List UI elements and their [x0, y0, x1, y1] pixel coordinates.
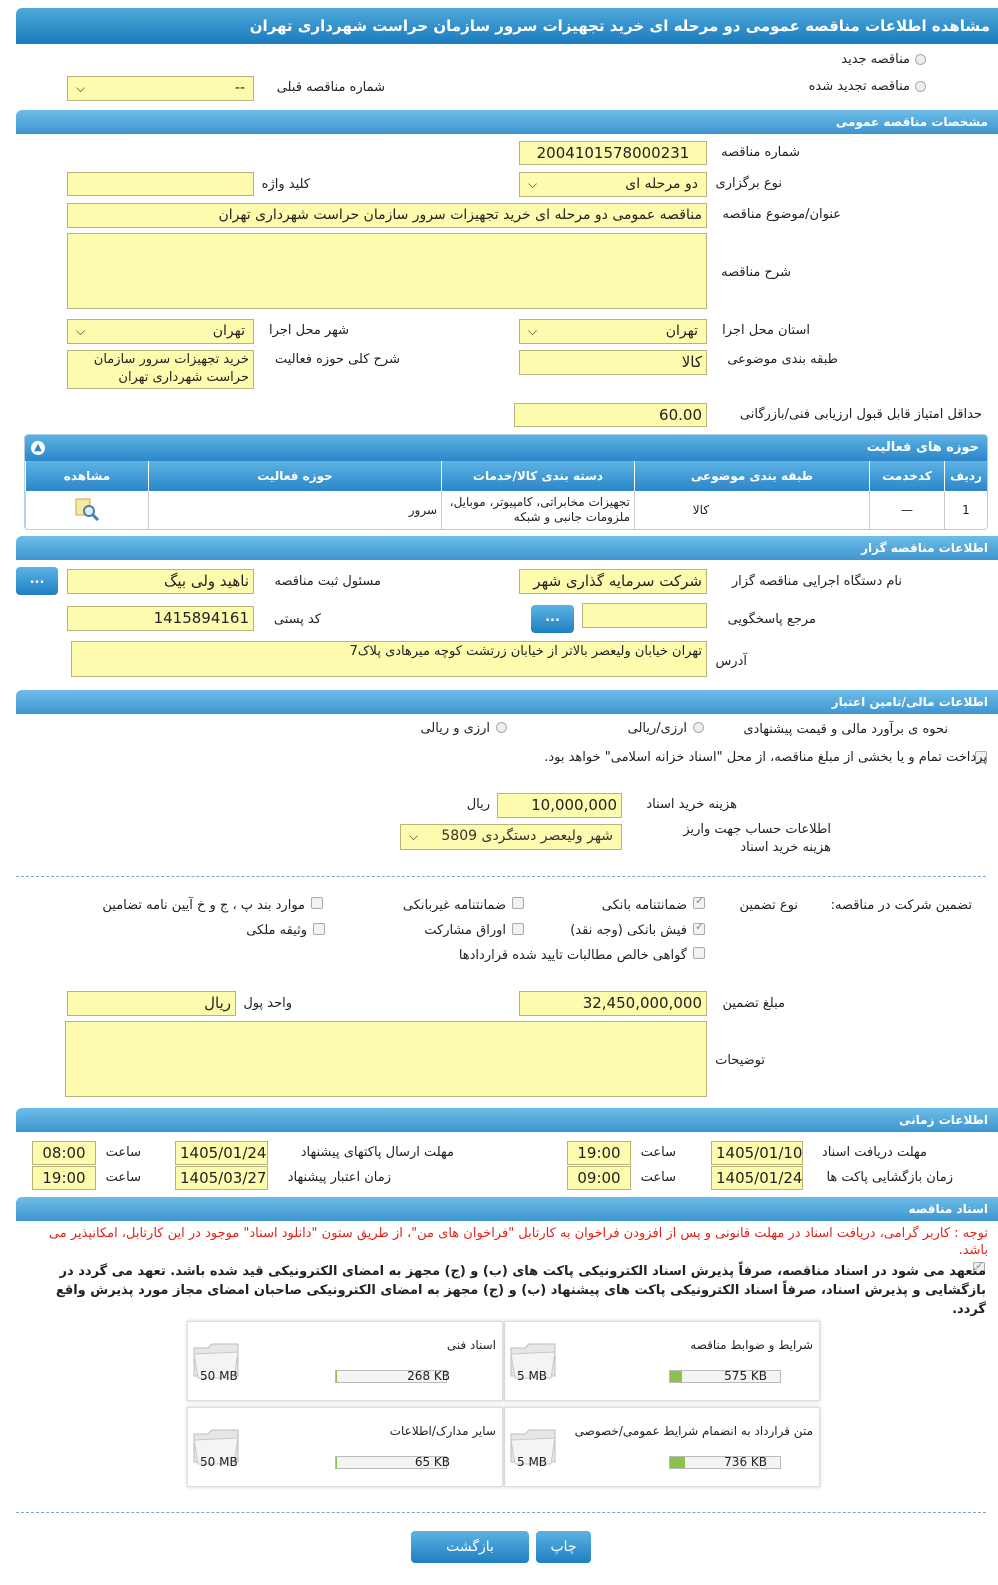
new-tender-radio[interactable] — [915, 54, 926, 65]
city-select[interactable] — [67, 319, 254, 344]
notes-textarea[interactable] — [65, 1021, 707, 1097]
doc-card-size: 268 KB — [407, 1369, 450, 1383]
doc-fee-field[interactable]: 10,000,000 — [497, 793, 622, 818]
doc-card[interactable] — [187, 1321, 503, 1401]
account-value: شهر ولیعصر دستگردی 5809 — [441, 828, 613, 844]
keyword-field[interactable] — [67, 172, 254, 196]
cell-field: سرور — [149, 491, 442, 529]
responsible-field[interactable]: ناهید ولی بیگ — [67, 569, 254, 594]
ref-lookup-button[interactable]: ... — [531, 605, 574, 633]
doc-size-bar-fill — [670, 1457, 685, 1468]
doc-card[interactable] — [187, 1407, 503, 1487]
doc-card-max: 5 MB — [517, 1455, 548, 1469]
province-select[interactable] — [519, 319, 707, 344]
doc-card-title: شرایط و ضوابط مناقصه — [690, 1338, 813, 1352]
account-select[interactable] — [400, 824, 622, 850]
chevron-down-icon: ⌵ — [76, 324, 86, 338]
activities-table — [25, 461, 987, 529]
chevron-down-icon: ⌵ — [76, 81, 86, 95]
amount-label: مبلغ تضمین — [722, 996, 785, 1011]
page-title: مشاهده اطلاعات مناقصه عمومی دو مرحله ای خرید تجهیزات سرور سازمان حراست شهرداری تهران — [16, 8, 998, 44]
renewed-tender-radio[interactable] — [915, 81, 926, 92]
timing-section-header: اطلاعات زمانی — [16, 1108, 998, 1132]
send-time-label: ساعت — [105, 1145, 141, 1160]
collapse-icon[interactable]: ▲ — [31, 441, 45, 455]
send-time[interactable]: 08:00 — [32, 1141, 96, 1165]
receive-date[interactable]: 1405/01/10 — [711, 1141, 803, 1165]
prev-tender-value: -- — [234, 80, 245, 96]
doc-card-max: 50 MB — [200, 1455, 238, 1469]
valid-time[interactable]: 19:00 — [32, 1166, 96, 1190]
prev-tender-select[interactable] — [67, 76, 254, 101]
property-checkbox[interactable] — [313, 923, 325, 935]
cash-receipt-label: فیش بانکی (وجه نقد) — [570, 923, 687, 938]
send-date[interactable]: 1405/01/24 — [175, 1141, 268, 1165]
doc-card-max: 50 MB — [200, 1369, 238, 1383]
open-date[interactable]: 1405/01/24 — [711, 1166, 803, 1190]
category-field[interactable]: کالا — [519, 350, 707, 375]
valid-time-label: ساعت — [105, 1170, 141, 1185]
doc-fee-unit: ریال — [466, 797, 490, 812]
estimate-opt2: ارزی و ریالی — [420, 721, 490, 736]
bank-guarantee-label: ضمانتنامه بانکی — [601, 898, 687, 913]
col-row: ردیف — [945, 461, 988, 491]
cell-view[interactable] — [26, 491, 149, 529]
subject-label: عنوان/موضوع مناقصه — [722, 207, 841, 222]
receive-label: مهلت دریافت اسناد — [821, 1145, 927, 1160]
doc-card-title: متن قرارداد به انضمام شرایط عمومی/خصوصی — [574, 1424, 813, 1438]
general-section-header: مشخصات مناقصه عمومی — [16, 110, 998, 134]
col-group: دسته بندی کالا/خدمات — [442, 461, 635, 491]
doc-card-title: سایر مدارک/اطلاعات — [389, 1424, 496, 1438]
col-view: مشاهده — [26, 461, 149, 491]
province-label: استان محل اجرا — [722, 323, 810, 338]
back-button[interactable]: بازگشت — [411, 1531, 529, 1563]
nonbank-guarantee-checkbox[interactable] — [512, 897, 524, 909]
bank-guarantee-checkbox[interactable] — [693, 897, 705, 909]
address-label: آدرس — [715, 654, 747, 669]
receive-time-label: ساعت — [640, 1145, 676, 1160]
province-value: تهران — [665, 323, 698, 339]
keyword-label: کلید واژه — [261, 177, 310, 192]
responsible-lookup-button[interactable]: ... — [16, 567, 58, 595]
activities-title: حوزه های فعالیت — [866, 440, 979, 455]
organizer-section-header: اطلاعات مناقصه گزار — [16, 536, 998, 560]
claims-certificate-label: گواهی خالص مطالبات تایید شده قراردادها — [458, 948, 687, 963]
renewed-tender-label: مناقصه تجدید شده — [808, 79, 910, 94]
estimate-radio-2[interactable] — [496, 722, 507, 733]
doc-card[interactable] — [504, 1321, 820, 1401]
claims-certificate-checkbox[interactable] — [693, 947, 705, 959]
city-value: تهران — [212, 323, 245, 339]
estimate-label: نحوه ی برآورد مالی و قیمت پیشنهادی — [743, 722, 948, 737]
tender-no-field[interactable]: 2004101578000231 — [519, 141, 707, 165]
magnifier-icon[interactable] — [74, 497, 100, 521]
col-code: کدخدمت — [870, 461, 945, 491]
open-time[interactable]: 09:00 — [567, 1166, 631, 1190]
subject-field[interactable]: مناقصه عمومی دو مرحله ای خرید تجهیزات سرور سازمان حراست شهرداری تهران — [67, 203, 707, 228]
bonds-label: اوراق مشارکت — [424, 923, 506, 938]
doc-card-max: 5 MB — [517, 1369, 548, 1383]
docs-notice: توجه : کاربر گرامی، دریافت اسناد در مهلت قانونی و پس از افزودن فراخوان به کارتابل "فراخوان های من"، از طریق ستون "دانلود اسناد" موجود در این کارتابل، امکانپذیر می باشد. — [48, 1226, 988, 1258]
estimate-opt1: ارزی/ریالی — [627, 721, 687, 736]
ref-field[interactable] — [582, 603, 707, 628]
prev-tender-label: شماره مناقصه قبلی — [276, 80, 385, 95]
cell-code: — — [870, 491, 945, 529]
commit-text: متعهد می شود در اسناد مناقصه، صرفاً پذیرش اسناد الکترونیکی پاکت های (ب) و (ج) مجهز به امضای الکترونیکی قید شده باشد. تعهد می گردد در بازگشایی و پذیرش اسناد، صرفاً اسناد الکترونیکی پاکت های پیشنهاد (ب) و (ج) مجهز به امضای الکترونیکی صاحبان امضای مجاز مورد پذیرش واقع گردد. — [55, 1264, 986, 1317]
activities-panel — [24, 434, 988, 530]
doc-size-bar-fill — [336, 1371, 337, 1382]
guarantee-type-label: نوع تضمین — [739, 898, 798, 913]
bonds-checkbox[interactable] — [512, 923, 524, 935]
postal-label: کد پستی — [273, 612, 321, 627]
open-label: زمان بازگشایی پاکت ها — [826, 1170, 953, 1185]
cell-row: 1 — [945, 491, 988, 529]
clause-items-checkbox[interactable] — [311, 897, 323, 909]
table-row — [26, 491, 988, 529]
new-tender-label: مناقصه جدید — [841, 52, 910, 67]
type-select[interactable] — [519, 172, 707, 197]
cell-group: تجهیزات مخابراتی، کامپیوتر، موبایل، ملزومات جانبی و شبکه — [442, 491, 635, 529]
nonbank-guarantee-label: ضمانتنامه غیربانکی — [402, 898, 506, 913]
doc-fee-label: هزینه خرید اسناد — [646, 797, 737, 812]
col-category: طبقه بندی موضوعی — [635, 461, 870, 491]
postal-field[interactable]: 1415894161 — [67, 606, 254, 631]
print-button[interactable]: چاپ — [536, 1531, 591, 1563]
doc-card[interactable] — [504, 1407, 820, 1487]
valid-date[interactable]: 1405/03/27 — [175, 1166, 268, 1190]
activity-desc-field[interactable]: خرید تجهیزات سرور سازمان حراست شهرداری تهران — [67, 350, 254, 389]
clause-items-label: موارد بند پ ، ج و خ آیین نامه تضامین — [102, 898, 305, 913]
property-label: وثیقه ملکی — [246, 923, 307, 938]
desc-label: شرح مناقصه — [721, 265, 791, 280]
min-score-label: حداقل امتیاز قابل قبول ارزیابی فنی/بازرگانی — [739, 407, 982, 422]
send-label: مهلت ارسال پاکتهای پیشنهاد — [300, 1145, 454, 1160]
guarantee-label: تضمین شرکت در مناقصه: — [830, 898, 972, 913]
activity-desc-label: شرح کلی حوزه فعالیت — [274, 352, 400, 367]
cell-category: کالا — [635, 491, 870, 529]
tender-no-label: شماره مناقصه — [721, 145, 800, 160]
open-time-label: ساعت — [640, 1170, 676, 1185]
finance-section-header: اطلاعات مالی/تامین اعتبار — [16, 690, 998, 714]
city-label: شهر محل اجرا — [269, 323, 349, 338]
desc-textarea[interactable] — [67, 233, 707, 309]
doc-size-bar-fill — [670, 1371, 682, 1382]
type-label: نوع برگزاری — [715, 176, 782, 191]
category-label: طبقه بندی موضوعی — [727, 352, 838, 367]
docs-section-header: اسناد مناقصه — [16, 1197, 998, 1221]
type-value: دو مرحله ای — [625, 176, 698, 192]
org-field[interactable]: شرکت سرمایه گذاری شهر — [519, 569, 707, 594]
chevron-down-icon: ⌵ — [409, 829, 419, 843]
notes-label: توضیحات — [715, 1053, 765, 1068]
doc-card-size: 575 KB — [724, 1369, 767, 1383]
account-label: اطلاعات حساب جهت واریز هزینه خرید اسناد — [683, 822, 831, 855]
amount-field[interactable]: 32,450,000,000 — [519, 991, 707, 1016]
doc-card-title: اسناد فنی — [446, 1338, 496, 1352]
estimate-radio-1[interactable] — [693, 722, 704, 733]
receive-time[interactable]: 19:00 — [567, 1141, 631, 1165]
org-label: نام دستگاه اجرایی مناقصه گزار — [731, 574, 902, 589]
responsible-label: مسئول ثبت مناقصه — [274, 574, 381, 589]
currency-field[interactable]: ریال — [67, 991, 236, 1016]
valid-label: زمان اعتبار پیشنهاد — [287, 1170, 391, 1185]
doc-size-bar-fill — [336, 1457, 337, 1468]
doc-card-size: 736 KB — [724, 1455, 767, 1469]
min-score-field[interactable]: 60.00 — [514, 403, 707, 427]
ref-label: مرجع پاسخگویی — [727, 612, 816, 627]
chevron-down-icon: ⌵ — [528, 324, 538, 338]
divider — [16, 1512, 986, 1513]
address-field[interactable]: تهران خیابان ولیعصر بالاتر از خیابان زرتشت کوچه میرهادی پلاک7 — [71, 641, 707, 677]
col-field: حوزه فعالیت — [149, 461, 442, 491]
treasury-text: پرداخت تمام و یا بخشی از مبلغ مناقصه، از محل "اسناد خزانه اسلامی" خواهد بود. — [544, 750, 987, 765]
currency-label: واحد پول — [243, 996, 292, 1011]
doc-card-size: 65 KB — [414, 1455, 450, 1469]
chevron-down-icon: ⌵ — [528, 177, 538, 191]
divider — [16, 876, 986, 877]
cash-receipt-checkbox[interactable] — [693, 923, 705, 935]
